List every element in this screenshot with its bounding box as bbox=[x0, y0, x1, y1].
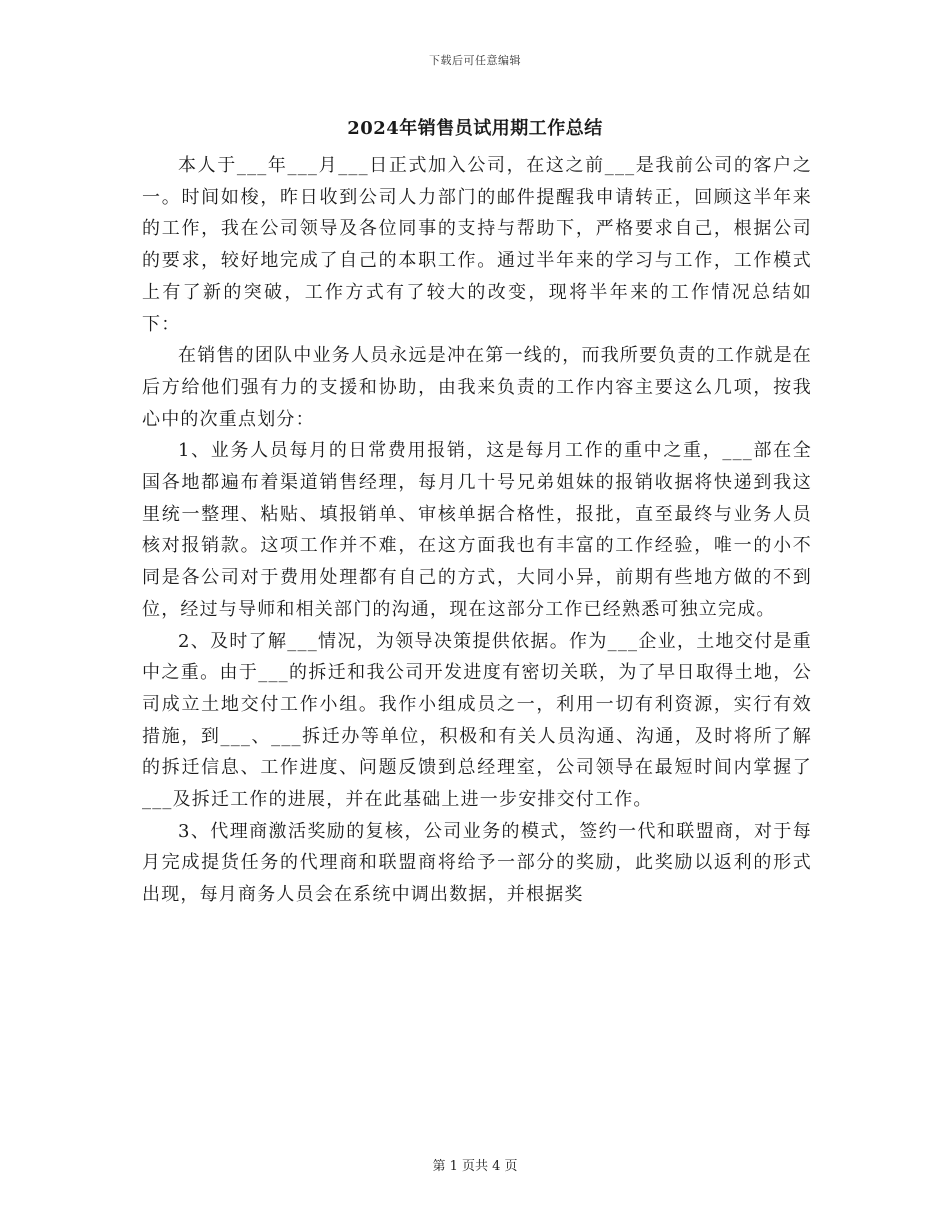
document-title: 2024年销售员试用期工作总结 bbox=[347, 118, 603, 139]
page-header-note: 下载后可任意编辑 bbox=[429, 54, 521, 67]
paragraph-role: 在销售的团队中业务人员永远是冲在第一线的，而我所要负责的工作就是在后方给他们强有力的支援和协助，由我来负责的工作内容主要这么几项，按我心中的次重点划分： bbox=[142, 345, 812, 430]
document-body bbox=[142, 150, 812, 911]
page-number: 第 1 页共 4 页 bbox=[432, 1159, 518, 1174]
paragraph-item-2: 2、及时了解___情况，为领导决策提供依据。作为___企业，土地交付是重中之重。由于___的拆迁和我公司开发进度有密切关联，为了早日取得土地，公司成立土地交付工作小组。我作小组成员之一，利用一切有利资源，实行有效措施，到___、___拆迁办等单位，积极和有关人员沟通、沟通，及时将所了解的拆迁信息、工作进度、问题反馈到总经理室，公司领导在最短时间内掌握了___及拆迁工作的进展，并在此基础上进一步安排交付工作。 bbox=[142, 630, 812, 811]
paragraph-item-1: 1、业务人员每月的日常费用报销，这是每月工作的重中之重，___部在全国各地都遍布着渠道销售经理，每月几十号兄弟姐妹的报销收据将快递到我这里统一整理、粘贴、填报销单、审核单据合格性，报批，直至最终与业务人员核对报销款。这项工作并不难，在这方面我也有丰富的工作经验，唯一的小不同是各公司对于费用处理都有自己的方式，大同小异，前期有些地方做的不到位，经过与导师和相关部门的沟通，现在这部分工作已经熟悉可独立完成。 bbox=[142, 440, 812, 620]
paragraph-intro: 本人于___年___月___日正式加入公司，在这之前___是我前公司的客户之一。时间如梭，昨日收到公司人力部门的邮件提醒我申请转正，回顾这半年来的工作，我在公司领导及各位同事的支持与帮助下，严格要求自己，根据公司的要求，较好地完成了自己的本职工作。通过半年来的学习与工作，工作模式上有了新的突破，工作方式有了较大的改变，现将半年来的工作情况总结如下： bbox=[142, 155, 812, 335]
paragraph-item-3: 3、代理商激活奖励的复核，公司业务的模式，签约一代和联盟商，对于每月完成提货任务的代理商和联盟商将给予一部分的奖励，此奖励以返利的形式出现，每月商务人员会在系统中调出数据，并根据奖 bbox=[142, 820, 812, 906]
